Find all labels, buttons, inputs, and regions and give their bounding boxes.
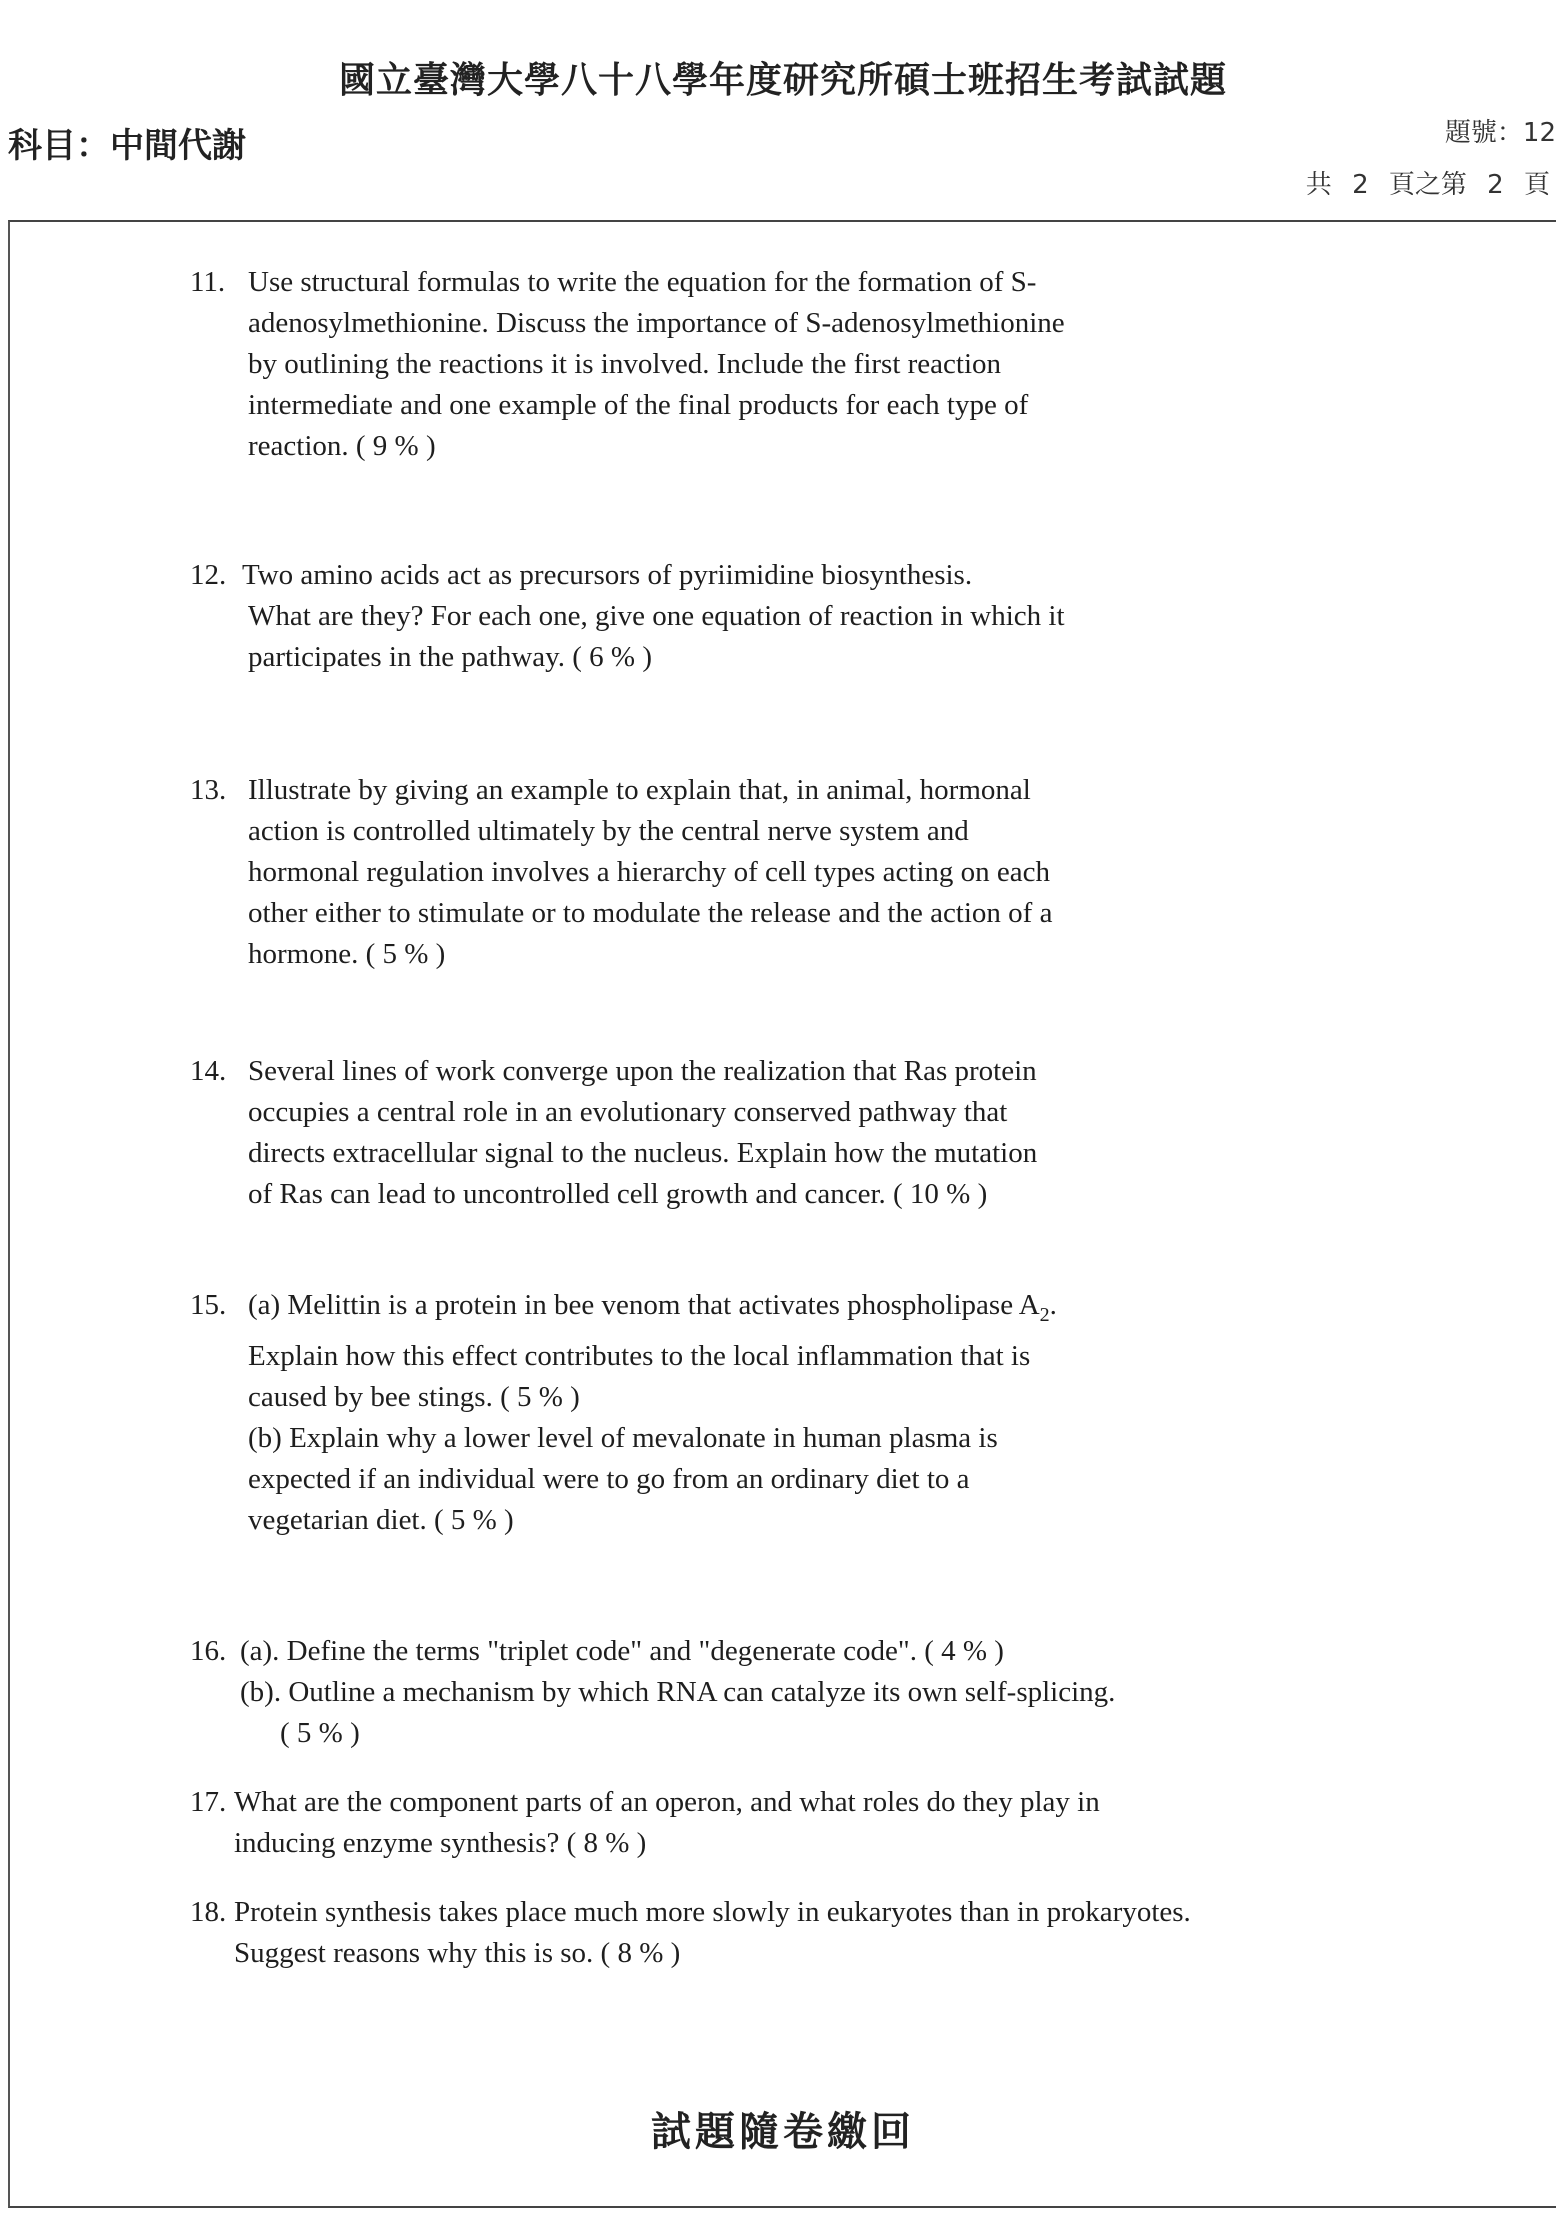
subscript: 2 bbox=[1039, 1303, 1050, 1326]
question-17 bbox=[190, 1782, 1290, 1864]
question-body bbox=[234, 1892, 1290, 1974]
page-count bbox=[1300, 164, 1556, 201]
question-body bbox=[248, 770, 1290, 975]
question-number: 題號：12 bbox=[1444, 118, 1556, 148]
question-line: reaction. ( 9 % ) bbox=[248, 430, 436, 462]
question-body bbox=[240, 1631, 1290, 1754]
question-line: action is controlled ultimately by the central nerve system and bbox=[248, 815, 969, 847]
question-13 bbox=[190, 770, 1290, 975]
question-number-label: 15. bbox=[190, 1289, 227, 1321]
question-line: hormonal regulation involves a hierarchy of cell types acting on each bbox=[248, 856, 1051, 888]
question-line: vegetarian diet. ( 5 % ) bbox=[248, 1503, 514, 1536]
question-number-label: 11. bbox=[190, 266, 226, 298]
question-line: expected if an individual were to go from an ordinary diet to a bbox=[248, 1462, 970, 1495]
question-line: Suggest reasons why this is so. ( 8 % ) bbox=[234, 1936, 681, 1969]
question-line: Illustrate by giving an example to explain that, in animal, hormonal bbox=[248, 774, 1031, 806]
question-11 bbox=[190, 262, 1290, 467]
question-line-suffix: . bbox=[1049, 1289, 1057, 1321]
exam-title: 國立臺灣大學八十八學年度研究所碩士班招生考試試題 bbox=[338, 60, 1227, 101]
question-number-label: 17. bbox=[190, 1785, 227, 1818]
question-list bbox=[190, 262, 1290, 1974]
question-line: adenosylmethionine. Discuss the importance of S-adenosylmethionine bbox=[248, 307, 1065, 339]
page-end-label: 頁 bbox=[1523, 170, 1550, 200]
question-12 bbox=[190, 555, 1290, 678]
question-line: What are the component parts of an operon, and what roles do they play in bbox=[234, 1785, 1100, 1818]
question-number-label: 13. bbox=[190, 774, 227, 806]
question-number-label: 16. bbox=[190, 1634, 227, 1667]
question-line: Explain how this effect contributes to the local inflammation that is bbox=[248, 1339, 1031, 1372]
question-line: inducing enzyme synthesis? ( 8 % ) bbox=[234, 1826, 647, 1859]
question-number-label: 18. bbox=[190, 1895, 227, 1928]
question-line: directs extracellular signal to the nucleus. Explain how the mutation bbox=[248, 1137, 1038, 1169]
question-line: by outlining the reactions it is involved. Include the first reaction bbox=[248, 348, 1002, 380]
question-line: occupies a central role in an evolutionary conserved pathway that bbox=[248, 1096, 1008, 1128]
question-line: ( 5 % ) bbox=[280, 1716, 360, 1749]
question-line-text: (a) Melittin is a protein in bee venom that activates phospholipase A bbox=[248, 1289, 1040, 1321]
question-line: (b) Explain why a lower level of mevalonate in human plasma is bbox=[248, 1421, 998, 1454]
page-total: 2 bbox=[1352, 170, 1369, 200]
question-line bbox=[248, 1285, 1290, 1336]
page-total-label: 共 bbox=[1305, 170, 1332, 200]
question-15 bbox=[190, 1285, 1290, 1541]
question-line: Use structural formulas to write the equation for the formation of S- bbox=[248, 266, 1037, 298]
question-line: Protein synthesis takes place much more slowly in eukaryotes than in prokaryotes. bbox=[234, 1895, 1191, 1928]
question-number-label: 12. bbox=[190, 559, 227, 591]
question-body bbox=[248, 1051, 1290, 1215]
question-line: of Ras can lead to uncontrolled cell growth and cancer. ( 10 % ) bbox=[248, 1178, 988, 1210]
question-18 bbox=[190, 1892, 1290, 1974]
question-16 bbox=[190, 1631, 1290, 1754]
subject-label: 科目：中間代謝 bbox=[8, 126, 246, 166]
question-line: What are they? For each one, give one equation of reaction in which it bbox=[248, 600, 1065, 632]
question-body bbox=[248, 262, 1290, 467]
question-body bbox=[242, 555, 1290, 678]
question-number-label: 14. bbox=[190, 1055, 227, 1087]
question-line: other either to stimulate or to modulate the release and the action of a bbox=[248, 897, 1053, 929]
question-line: (a). Define the terms "triplet code" and "degenerate code". ( 4 % ) bbox=[240, 1634, 1004, 1667]
question-line: Several lines of work converge upon the realization that Ras protein bbox=[248, 1055, 1037, 1087]
question-14 bbox=[190, 1051, 1290, 1215]
page-current: 2 bbox=[1487, 170, 1504, 200]
question-line: participates in the pathway. ( 6 % ) bbox=[248, 641, 652, 673]
question-body bbox=[234, 1782, 1290, 1864]
question-line: caused by bee stings. ( 5 % ) bbox=[248, 1380, 580, 1413]
question-line: hormone. ( 5 % ) bbox=[248, 938, 446, 970]
question-line: Two amino acids act as precursors of pyriimidine biosynthesis. bbox=[242, 559, 973, 591]
question-line: (b). Outline a mechanism by which RNA can catalyze its own self-splicing. bbox=[240, 1675, 1116, 1708]
question-line: intermediate and one example of the final products for each type of bbox=[248, 389, 1029, 421]
question-body bbox=[248, 1285, 1290, 1541]
return-exam-note: 試題隨卷繳回 bbox=[651, 2108, 915, 2155]
page-of-label: 頁之第 bbox=[1388, 170, 1467, 200]
